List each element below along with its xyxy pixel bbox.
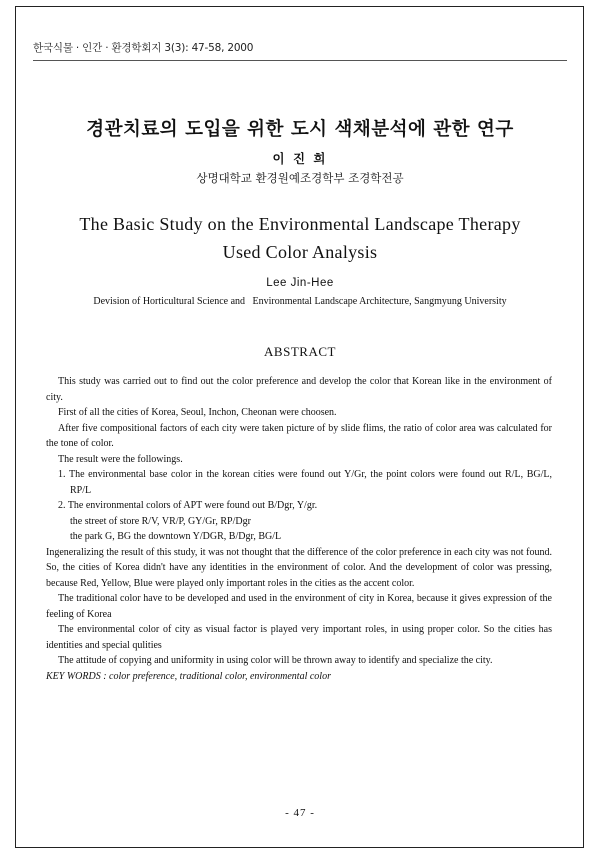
result-item-2: 2. The environmental colors of APT were found out B/Dgr, Y/gr. [58,500,318,511]
key-words: KEY WORDS : color preference, traditional color, environmental color [46,670,331,682]
abstract-paragraph: The result were the followings. [58,453,183,465]
abstract-paragraph: The attitude of copying and uniformity in using color will be thrown away to identify and specialize the city. [58,655,493,666]
english-author: Lee Jin-Hee [266,277,334,289]
page-number: - 47 - [285,807,315,819]
abstract-paragraph: The traditional color have to be developed and used in the environment of city in Korea, because it gives expression of the feeling of Korea [46,593,552,620]
korean-affiliation: 상명대학교 환경원예조경학부 조경학전공 [196,171,404,185]
abstract-paragraph: After five compositional factors of each city were taken picture of by slide flims, the ratio of color area was calculated for the tone of color. [46,422,552,449]
english-title-line1: The Basic Study on the Environmental Landscape Therapy [79,214,521,234]
korean-author: 이 진 희 [272,151,328,166]
result-item-1: 1. The environmental base color in the korean cities were found out Y/Gr, the point colors were found out R/L, BG/L, RP/L [58,469,552,496]
result-item-2-detail: the park G, BG the downtown Y/DGR, B/Dgr, BG/L [70,531,282,542]
running-head: 한국식물 · 인간 · 환경학회지 3(3): 47-58, 2000 [33,42,254,54]
abstract-paragraph: First of all the cities of Korea, Seoul, Inchon, Cheonan were choosen. [58,407,337,418]
english-title-line2: Used Color Analysis [222,242,378,262]
abstract-paragraph: Ingeneralizing the result of this study, it was not thought that the difference of the color preference in each city was not found. So, the cities of Korea didn't have any identities in the environment of color. And the development of color was pressing, because Red, Yellow, Blue were played only important roles in the cities as the accent color. [46,546,552,589]
abstract-paragraph: This study was carried out to find out the color preference and develop the color that Korean like in the environment of city. [46,376,552,403]
result-item-2-detail: the street of store R/V, VR/P, GY/Gr, RP/Dgr [70,515,251,527]
english-title [0,210,600,266]
korean-title: 경관치료의 도입을 위한 도시 색채분석에 관한 연구 [86,119,514,140]
abstract-body [46,374,552,684]
abstract-paragraph: The environmental color of city as visual factor is played very important roles, in using proper color. So the cities has identities and special qulities [46,624,552,651]
abstract-heading: ABSTRACT [264,344,336,359]
header-rule [33,60,567,61]
english-affiliation: Devision of Horticultural Science and Environmental Landscape Architecture, Sangmyung University [93,296,507,307]
